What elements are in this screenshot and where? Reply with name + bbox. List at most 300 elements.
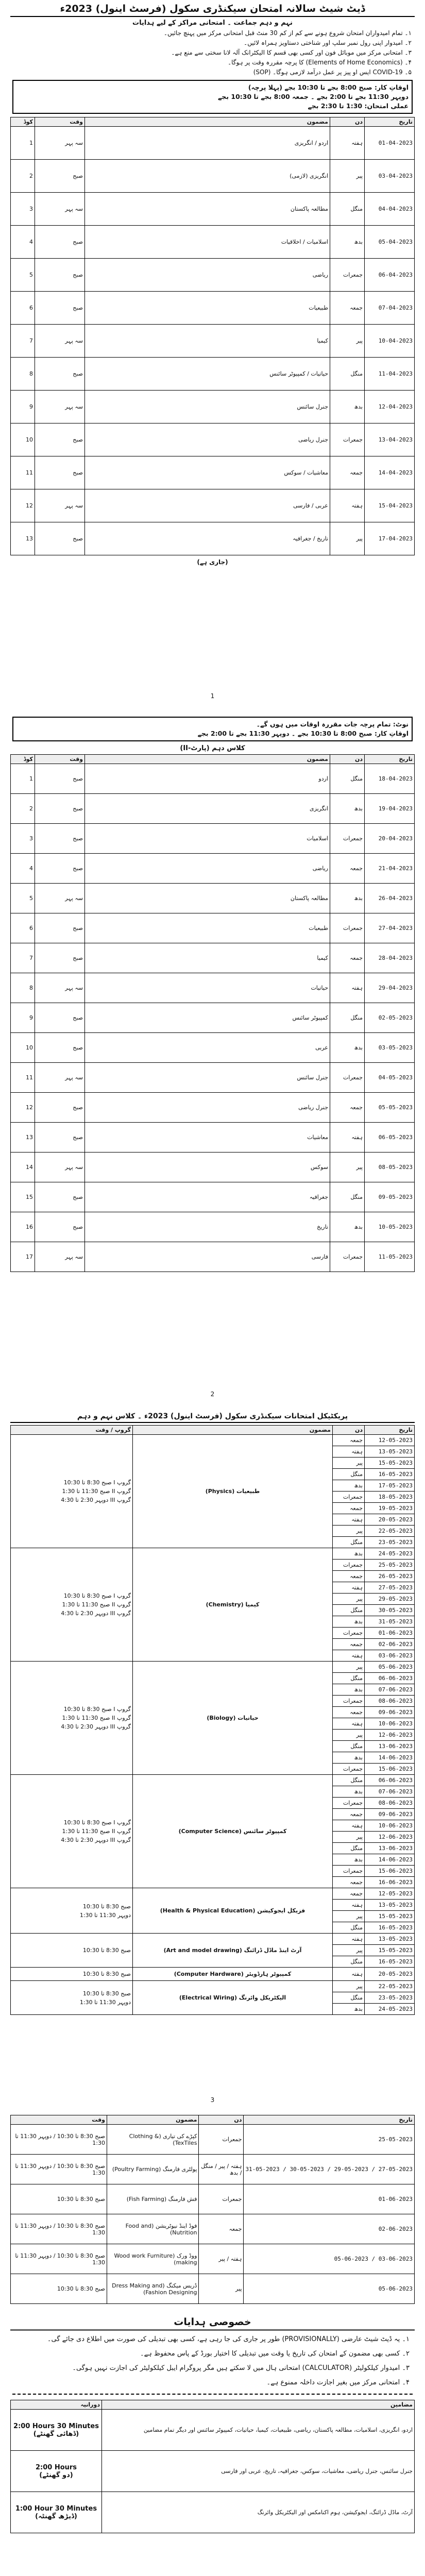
date-cell: 20-04-2023 xyxy=(365,824,415,854)
date-cell: 06-06-2023 xyxy=(365,1775,415,1786)
slot-line: دوپہر 11:30 تا 1:30 xyxy=(79,1998,131,2006)
date-cell: 31-05-2023 xyxy=(365,1616,415,1628)
table-row xyxy=(11,391,415,423)
day-cell: پیر xyxy=(333,1458,365,1469)
code-cell: 10 xyxy=(11,423,35,456)
paragraph: ۲۔ امیدوار اپنی رول نمبر سلپ اور شناختی دستاویز ہمراہ لائیں۔ xyxy=(244,39,412,46)
table-row xyxy=(11,2214,415,2244)
date-cell: 20-05-2023 xyxy=(365,1968,415,1981)
instruction-item: ۲۔ کسی بھی مضمون کے امتحان کی تاریخ یا وقت میں تبدیلی کا اختیار بورڈ کے پاس محفوظ ہے۔ xyxy=(140,2350,410,2358)
subject-cell: کپڑے کی تیاری (Clothing & TexTiles) xyxy=(107,2125,199,2155)
date-cell: 15-04-2023 xyxy=(365,489,415,522)
day-cell: ہفتہ xyxy=(330,489,365,522)
table-row xyxy=(11,1968,415,1981)
date-cell: 18-04-2023 xyxy=(365,764,415,794)
header-date: تاریخ xyxy=(365,1426,415,1435)
subject-cell: انگریزی (لازمی) xyxy=(85,160,330,193)
table-row xyxy=(11,1003,415,1033)
date-cell: 08-06-2023 xyxy=(365,1798,415,1809)
subject-cell: کیمیا xyxy=(85,325,330,358)
date-cell: 26-04-2023 xyxy=(365,884,415,913)
date-cell: 01-06-2023 xyxy=(244,2184,415,2214)
table-row xyxy=(11,259,415,292)
day-cell: ہفتہ xyxy=(333,1446,365,1458)
subject-cell: فارسی xyxy=(85,1242,330,1272)
table-row xyxy=(11,1033,415,1063)
date-cell: 03-04-2023 xyxy=(365,160,415,193)
time-cell: سہ پہر xyxy=(35,1063,85,1093)
slot-line: گروپ II صبح 11:30 تا 1:30 xyxy=(62,1601,131,1608)
header-date: تاریخ xyxy=(365,755,415,764)
table-row xyxy=(11,824,415,854)
date-cell: 05-06-2023 xyxy=(365,1662,415,1673)
day-cell: منگل xyxy=(330,1182,365,1212)
day-cell: بدھ xyxy=(333,1854,365,1866)
header-subject: مضمون xyxy=(107,2115,199,2125)
duration-cell xyxy=(11,2451,102,2492)
slot-cell xyxy=(11,1775,133,1888)
date-cell: 03-05-2023 xyxy=(365,1033,415,1063)
table-row xyxy=(11,325,415,358)
date-cell: 13-05-2023 xyxy=(365,1900,415,1911)
table-row xyxy=(11,160,415,193)
duration-en: 2:00 Hours 30 Minutes xyxy=(13,2422,99,2430)
time-cell: صبح 8:30 تا 10:30 / دوپہر 11:30 تا 1:30 xyxy=(11,2244,107,2274)
date-cell: 17-05-2023 xyxy=(365,1480,415,1492)
day-cell: ہفتہ / پیر / منگل / بدھ xyxy=(199,2155,244,2184)
timing-line: اوقاتِ کار: صبح 8:00 بجے تا 10:30 بجے (پہلا پرچہ) xyxy=(248,83,409,91)
day-cell: جمعہ xyxy=(330,943,365,973)
subject-cell: کیمیا xyxy=(85,943,330,973)
day-cell: جمعہ xyxy=(333,1639,365,1650)
code-cell: 13 xyxy=(11,522,35,555)
table-row xyxy=(11,794,415,824)
day-cell: بدھ xyxy=(330,226,365,259)
table-row xyxy=(11,1888,415,1900)
instruction-item: ۱۔ یہ ڈیٹ شیٹ عارضی (PROVISIONALLY) طور پر جاری کی جا رہی ہے، کسی بھی تبدیلی کی صورت میں اطلاع دی جائے گی۔ xyxy=(47,2335,410,2343)
code-cell: 2 xyxy=(11,160,35,193)
day-cell: ہفتہ xyxy=(330,1123,365,1153)
table-header-row xyxy=(11,2400,415,2410)
subject-cell: طبیعیات (Physics) xyxy=(133,1435,333,1548)
table-row xyxy=(11,292,415,325)
code-cell: 6 xyxy=(11,292,35,325)
date-cell: 14-06-2023 xyxy=(365,1752,415,1764)
code-cell: 5 xyxy=(11,259,35,292)
day-cell: ہفتہ xyxy=(333,1934,365,1945)
time-cell: صبح xyxy=(35,259,85,292)
subjects-cell: آرٹ، ماڈل ڈرائنگ، ایجوکیشن، ہوم اکنامکس اور الیکٹریکل وائرنگ xyxy=(102,2492,415,2533)
day-cell: پیر xyxy=(330,160,365,193)
table-row xyxy=(11,1063,415,1093)
slot-line: گروپ II صبح 11:30 تا 1:30 xyxy=(62,1715,131,1721)
date-cell: 15-05-2023 xyxy=(365,1458,415,1469)
day-cell: منگل xyxy=(333,1843,365,1854)
date-cell: 10-06-2023 xyxy=(365,1820,415,1832)
time-cell: سہ پہر xyxy=(35,127,85,160)
table-row xyxy=(11,913,415,943)
slot-line: صبح 8:30 تا 10:30 xyxy=(82,1947,131,1954)
day-cell: منگل xyxy=(330,358,365,391)
page-subtitle: نہم و دہم جماعت ۔ امتحانی مراکز کے لیے ہدایات xyxy=(132,19,293,27)
date-cell: 26-05-2023 xyxy=(365,1571,415,1582)
header-subject: مضمون xyxy=(133,1426,333,1435)
subject-cell: فش فارمنگ (Fish Farming) xyxy=(107,2184,199,2214)
date-cell: 14-04-2023 xyxy=(365,456,415,489)
date-cell: 13-06-2023 xyxy=(365,1741,415,1752)
subject-cell: جغرافیہ xyxy=(85,1182,330,1212)
date-cell: 12-05-2023 xyxy=(365,1435,415,1446)
date-cell: 24-05-2023 xyxy=(365,2004,415,2015)
day-cell: پیر xyxy=(330,522,365,555)
page-number: 2 xyxy=(210,1391,215,1398)
section-title: کلاس دہم (پارٹ-II) xyxy=(180,744,245,752)
table-row xyxy=(11,489,415,522)
date-cell: 28-04-2023 xyxy=(365,943,415,973)
subject-cell: حیاتیات xyxy=(85,973,330,1003)
day-cell: جمعہ xyxy=(330,456,365,489)
day-cell: ہفتہ xyxy=(333,1820,365,1832)
date-cell: 29-05-2023 xyxy=(365,1594,415,1605)
date-cell: 21-04-2023 xyxy=(365,854,415,884)
day-cell: جمعرات xyxy=(330,423,365,456)
time-cell: صبح xyxy=(35,160,85,193)
subject-cell: تاریخ xyxy=(85,1212,330,1242)
day-cell: ہفتہ / پیر xyxy=(199,2244,244,2274)
table-row xyxy=(11,1548,415,1560)
day-cell: ہفتہ xyxy=(330,973,365,1003)
table-row xyxy=(11,2274,415,2304)
time-cell: صبح xyxy=(35,1212,85,1242)
time-cell: صبح xyxy=(35,358,85,391)
time-cell: صبح xyxy=(35,794,85,824)
datesheet-table-class10 xyxy=(10,754,415,1272)
date-cell: 27-04-2023 xyxy=(365,913,415,943)
duration-ur: (ڈیڑھ گھنٹہ) xyxy=(35,2512,77,2520)
subject-cell: اسلامیات xyxy=(85,824,330,854)
subject-cell: پولٹری فارمنگ (Poultry Farming) xyxy=(107,2155,199,2184)
time-cell: سہ پہر xyxy=(35,193,85,226)
table-row xyxy=(11,423,415,456)
date-cell: 07-06-2023 xyxy=(365,1684,415,1696)
date-cell: 10-06-2023 xyxy=(365,1718,415,1730)
subject-cell: طبیعیات xyxy=(85,292,330,325)
slot-line: گروپ III دوپہر 2:30 تا 4:30 xyxy=(61,1610,131,1617)
slot-line: گروپ III دوپہر 2:30 تا 4:30 xyxy=(61,1497,131,1503)
table-header-row xyxy=(11,1426,415,1435)
day-cell: منگل xyxy=(333,1992,365,2004)
date-cell: 13-06-2023 xyxy=(365,1843,415,1854)
day-cell: منگل xyxy=(333,1741,365,1752)
practical-title: پریکٹیکل امتحانات سیکنڈری سکول (فرسٹ اینول) 2023ء ۔ کلاس نہم و دہم xyxy=(10,1412,415,1423)
subject-cell: حیاتیات / کمپیوٹر سائنس xyxy=(85,358,330,391)
day-cell: جمعہ xyxy=(333,1888,365,1900)
table-row xyxy=(11,2184,415,2214)
day-cell: ہفتہ xyxy=(333,1968,365,1981)
instruction-item: ۳۔ امیدوار کیلکولیٹر (CALCULATOR) امتحانی ہال میں لا سکتے ہیں مگر پروگرام ایبل کیلکولیٹر کی اجازت نہیں ہوگی۔ xyxy=(72,2364,410,2372)
day-cell: جمعرات xyxy=(333,1764,365,1775)
duration-cell xyxy=(11,2410,102,2451)
table-row xyxy=(11,1981,415,1992)
slot-cell xyxy=(11,1548,133,1662)
table-row xyxy=(11,973,415,1003)
time-cell: صبح xyxy=(35,1003,85,1033)
day-cell: منگل xyxy=(333,1605,365,1616)
code-cell: 4 xyxy=(11,854,35,884)
date-cell: 14-06-2023 xyxy=(365,1854,415,1866)
day-cell: پیر xyxy=(199,2274,244,2304)
day-cell: جمعہ xyxy=(199,2214,244,2244)
subject-cell: کمپیوٹر سائنس (Computer Science) xyxy=(133,1775,333,1888)
practical-table xyxy=(10,1425,415,2015)
date-cell: 27-05-2023 / 29-05-2023 / 30-05-2023 / 31-05-2023 xyxy=(244,2155,415,2184)
timing-line: دوپہر 11:30 بجے تا 2:00 بجے ۔ جمعہ 8:00 بجے تا 10:30 بجے xyxy=(217,93,409,100)
slot-line: صبح 8:30 تا 10:30 xyxy=(82,1990,131,1997)
date-cell: 08-05-2023 xyxy=(365,1153,415,1182)
time-cell: صبح xyxy=(35,226,85,259)
code-cell: 16 xyxy=(11,1212,35,1242)
day-cell: منگل xyxy=(330,193,365,226)
table-header-row xyxy=(11,117,415,127)
code-cell: 12 xyxy=(11,489,35,522)
day-cell: بدھ xyxy=(333,2004,365,2015)
header-time: وقت xyxy=(35,755,85,764)
day-cell: جمعرات xyxy=(333,1798,365,1809)
header-day: دن xyxy=(330,755,365,764)
slot-line: صبح 8:30 تا 10:30 xyxy=(82,1903,131,1910)
paragraph: ۵۔ COVID-19 ایس او پیز پر عمل درآمد لازمی ہوگا۔ (SOP) xyxy=(253,69,412,76)
subject-cell: کمپیوٹر سائنس xyxy=(85,1003,330,1033)
continued-note: (جاری ہے) xyxy=(197,558,228,566)
day-cell: جمعرات xyxy=(199,2125,244,2155)
subject-cell: مطالعہ پاکستان xyxy=(85,884,330,913)
date-cell: 25-05-2023 xyxy=(244,2125,415,2155)
subject-cell: ریاضی xyxy=(85,259,330,292)
code-cell: 3 xyxy=(11,193,35,226)
subject-cell: جنرل سائنس xyxy=(85,391,330,423)
date-cell: 10-05-2023 xyxy=(365,1212,415,1242)
date-cell: 30-05-2023 xyxy=(365,1605,415,1616)
code-cell: 14 xyxy=(11,1153,35,1182)
date-cell: 16-05-2023 xyxy=(365,1922,415,1934)
time-cell: صبح xyxy=(35,292,85,325)
header-slot: گروپ / وقت xyxy=(11,1426,133,1435)
subject-cell: سوکس xyxy=(85,1153,330,1182)
table-row xyxy=(11,2492,415,2533)
subject-cell: فوڈ اینڈ نیوٹریشن (Food and Nutrition) xyxy=(107,2214,199,2244)
day-cell: بدھ xyxy=(333,1548,365,1560)
day-cell: جمعرات xyxy=(333,1628,365,1639)
day-cell: جمعہ xyxy=(333,1435,365,1446)
day-cell: جمعرات xyxy=(330,824,365,854)
subject-cell: عربی / فارسی xyxy=(85,489,330,522)
time-cell: سہ پہر xyxy=(35,973,85,1003)
day-cell: پیر xyxy=(333,1730,365,1741)
date-cell: 22-05-2023 xyxy=(365,1981,415,1992)
table-row xyxy=(11,2410,415,2451)
time-cell: سہ پہر xyxy=(35,1242,85,1272)
code-cell: 7 xyxy=(11,943,35,973)
code-cell: 8 xyxy=(11,973,35,1003)
special-instructions xyxy=(15,2334,410,2388)
duration-ur: (دو گھنٹے) xyxy=(39,2471,73,2479)
table-row xyxy=(11,2155,415,2184)
day-cell: پیر xyxy=(333,1526,365,1537)
subject-cell: انگریزی xyxy=(85,794,330,824)
header-day: دن xyxy=(333,1426,365,1435)
duration-ur: (ڈھائی گھنٹے) xyxy=(33,2430,79,2438)
day-cell: بدھ xyxy=(330,1033,365,1063)
table-row xyxy=(11,1182,415,1212)
time-cell: سہ پہر xyxy=(35,391,85,423)
table-row xyxy=(11,1934,415,1945)
time-cell: صبح xyxy=(35,1093,85,1123)
code-cell: 4 xyxy=(11,226,35,259)
paragraph: ۱۔ تمام امیدواران امتحان شروع ہونے سے کم از کم 30 منٹ قبل امتحانی مرکز میں پہنچ جائیں۔ xyxy=(163,29,412,37)
day-cell: جمعہ xyxy=(333,1877,365,1888)
table-row xyxy=(11,1212,415,1242)
date-cell: 12-06-2023 xyxy=(365,1730,415,1741)
time-cell: سہ پہر xyxy=(35,884,85,913)
header-time: وقت xyxy=(11,2115,107,2125)
table-row xyxy=(11,1153,415,1182)
date-cell: 01-06-2023 xyxy=(365,1628,415,1639)
day-cell: بدھ xyxy=(333,1480,365,1492)
code-cell: 7 xyxy=(11,325,35,358)
date-cell: 05-04-2023 xyxy=(365,226,415,259)
code-cell: 9 xyxy=(11,1003,35,1033)
slot-cell xyxy=(11,1981,133,2015)
date-cell: 13-04-2023 xyxy=(365,423,415,456)
code-cell: 11 xyxy=(11,1063,35,1093)
time-cell: صبح xyxy=(35,824,85,854)
day-cell: جمعہ xyxy=(330,854,365,884)
subject-cell: معاشیات / سوکس xyxy=(85,456,330,489)
day-cell: پیر xyxy=(330,325,365,358)
subject-cell: ووڈ ورک (Wood work Furniture making) xyxy=(107,2244,199,2274)
date-cell: 12-05-2023 xyxy=(365,1888,415,1900)
day-cell: ہفتہ xyxy=(333,1582,365,1594)
table-row xyxy=(11,1093,415,1123)
day-cell: جمعرات xyxy=(333,1866,365,1877)
day-cell: بدھ xyxy=(333,1616,365,1628)
code-cell: 17 xyxy=(11,1242,35,1272)
day-cell: پیر xyxy=(333,1662,365,1673)
header-subject: مضمون xyxy=(85,755,330,764)
table-row xyxy=(11,1123,415,1153)
time-cell: سہ پہر xyxy=(35,325,85,358)
slot-line: گروپ I صبح 8:30 تا 10:30 xyxy=(63,1819,131,1826)
subject-cell: ڈریس میکنگ (Dress Making and Fashion Designing) xyxy=(107,2274,199,2304)
subject-cell: فزیکل ایجوکیشن (Health & Physical Education) xyxy=(133,1888,333,1934)
time-cell: صبح xyxy=(35,1033,85,1063)
day-cell: پیر xyxy=(333,1945,365,1956)
day-cell: بدھ xyxy=(330,1212,365,1242)
date-cell: 16-05-2023 xyxy=(365,1469,415,1480)
day-cell: منگل xyxy=(330,1003,365,1033)
date-cell: 09-06-2023 xyxy=(365,1707,415,1718)
date-cell: 08-06-2023 xyxy=(365,1696,415,1707)
date-cell: 16-06-2023 xyxy=(365,1877,415,1888)
date-cell: 06-06-2023 xyxy=(365,1673,415,1684)
time-cell: صبح 8:30 تا 10:30 / دوپہر 11:30 تا 1:30 xyxy=(11,2155,107,2184)
day-cell: منگل xyxy=(333,1537,365,1548)
subject-cell: آرٹ اینڈ ماڈل ڈرائنگ (Art and model drawing) xyxy=(133,1934,333,1968)
header-code: کوڈ xyxy=(11,755,35,764)
day-cell: پیر xyxy=(333,1832,365,1843)
header-day: دن xyxy=(199,2115,244,2125)
time-cell: صبح xyxy=(35,1123,85,1153)
table-row xyxy=(11,127,415,160)
date-cell: 04-04-2023 xyxy=(365,193,415,226)
slot-line: گروپ I صبح 8:30 تا 10:30 xyxy=(63,1592,131,1599)
slot-line: صبح 8:30 تا 10:30 xyxy=(82,1971,131,1977)
subject-cell: مطالعہ پاکستان xyxy=(85,193,330,226)
day-cell: منگل xyxy=(333,1956,365,1968)
subject-cell: اردو / انگریزی xyxy=(85,127,330,160)
page-1 xyxy=(10,0,415,701)
table-row xyxy=(11,1242,415,1272)
subject-cell: کیمیا (Chemistry) xyxy=(133,1548,333,1662)
divider xyxy=(12,2394,413,2395)
day-cell: پیر xyxy=(333,1594,365,1605)
page-number: 3 xyxy=(210,2096,215,2104)
day-cell: ہفتہ xyxy=(330,127,365,160)
date-cell: 02-06-2023 xyxy=(365,1639,415,1650)
time-cell: صبح xyxy=(35,943,85,973)
date-cell: 15-06-2023 xyxy=(365,1866,415,1877)
date-cell: 13-05-2023 xyxy=(365,1446,415,1458)
day-cell: جمعہ xyxy=(333,1571,365,1582)
subject-cell: اردو xyxy=(85,764,330,794)
day-cell: بدھ xyxy=(333,1786,365,1798)
table-row xyxy=(11,854,415,884)
time-cell: صبح xyxy=(35,1182,85,1212)
day-cell: منگل xyxy=(333,1469,365,1480)
date-cell: 25-05-2023 xyxy=(365,1560,415,1571)
slot-cell xyxy=(11,1662,133,1775)
day-cell: بدھ xyxy=(333,1684,365,1696)
time-cell: صبح 8:30 تا 10:30 xyxy=(11,2274,107,2304)
day-cell: جمعرات xyxy=(333,1492,365,1503)
date-cell: 09-06-2023 xyxy=(365,1809,415,1820)
table-row xyxy=(11,522,415,555)
code-cell: 15 xyxy=(11,1182,35,1212)
date-cell: 03-06-2023 xyxy=(365,1650,415,1662)
code-cell: 1 xyxy=(11,764,35,794)
slot-line: گروپ III دوپہر 2:30 تا 4:30 xyxy=(61,1723,131,1730)
subject-cell: طبیعیات xyxy=(85,913,330,943)
duration-table xyxy=(10,2400,415,2533)
time-cell: سہ پہر xyxy=(35,1153,85,1182)
day-cell: ہفتہ xyxy=(333,1650,365,1662)
date-cell: 11-04-2023 xyxy=(365,358,415,391)
table-row xyxy=(11,764,415,794)
time-cell: صبح xyxy=(35,913,85,943)
table-row xyxy=(11,2244,415,2274)
header-date: تاریخ xyxy=(244,2115,415,2125)
subject-cell: جنرل ریاضی xyxy=(85,423,330,456)
day-cell: جمعرات xyxy=(199,2184,244,2214)
time-cell: صبح 8:30 تا 10:30 xyxy=(11,2184,107,2214)
duration-en: 1:00 Hour 30 Minutes xyxy=(15,2504,97,2513)
date-cell: 07-04-2023 xyxy=(365,292,415,325)
table-row xyxy=(11,1662,415,1673)
page-3 xyxy=(10,1409,415,2105)
table-row xyxy=(11,1435,415,1446)
paragraph: ۳۔ امتحانی مرکز میں موبائل فون اور کسی بھی قسم کا الیکٹرانک آلہ لانا سختی سے منع ہے۔ xyxy=(171,49,412,56)
code-cell: 12 xyxy=(11,1093,35,1123)
